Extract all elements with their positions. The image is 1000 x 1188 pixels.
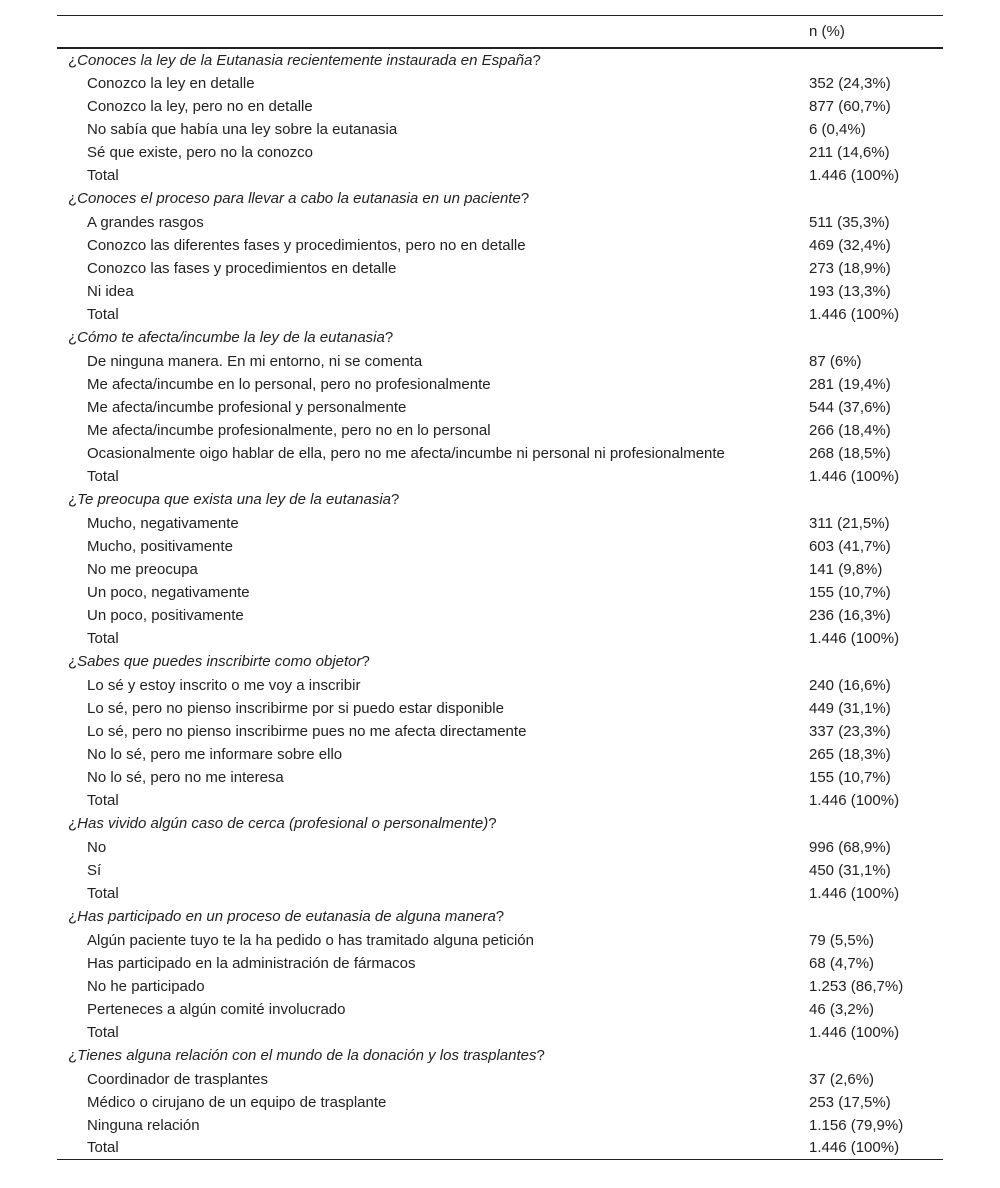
header-row <box>57 16 943 48</box>
answer-value: 469 (32,4%) <box>809 236 891 254</box>
question-text: ¿Cómo te afecta/incumbe la ley de la eutanasia? <box>68 329 394 346</box>
answer-value: 311 (21,5%) <box>809 514 890 532</box>
answer-value: 1.156 (79,9%) <box>809 1116 904 1134</box>
answer-label: A grandes rasgos <box>87 213 204 231</box>
answer-value: 253 (17,5%) <box>809 1093 891 1111</box>
answer-value: 37 (2,6%) <box>809 1070 875 1088</box>
answer-label: Conozco la ley en detalle <box>87 74 255 92</box>
answer-label: Me afecta/incumbe profesional y personalmente <box>87 398 407 416</box>
answer-row <box>57 465 943 488</box>
answer-row <box>57 535 943 558</box>
question-italic: Conoces el proceso para llevar a cabo la eutanasia en un paciente <box>77 190 521 207</box>
question-row <box>57 905 943 929</box>
answer-row <box>57 118 943 141</box>
answer-value: 449 (31,1%) <box>809 699 891 717</box>
question-text: ¿Has vivido algún caso de cerca (profesional o personalmente)? <box>68 815 497 832</box>
question-row <box>57 650 943 674</box>
answer-value: 352 (24,3%) <box>809 74 891 92</box>
answer-label: Coordinador de trasplantes <box>87 1070 268 1088</box>
answer-label: Total <box>87 1023 119 1041</box>
answer-row <box>57 766 943 789</box>
answer-value: 68 (4,7%) <box>809 954 875 972</box>
answer-value: 155 (10,7%) <box>809 583 891 601</box>
answer-row <box>57 512 943 535</box>
table-body <box>57 48 943 1160</box>
answer-value: 281 (19,4%) <box>809 375 891 393</box>
question-row <box>57 187 943 211</box>
answer-label: Lo sé, pero no pienso inscribirme por si puedo estar disponible <box>87 699 504 717</box>
answer-label: Un poco, negativamente <box>87 583 250 601</box>
answer-row <box>57 141 943 164</box>
answer-label: Mucho, negativamente <box>87 514 239 532</box>
answer-value: 1.446 (100%) <box>809 791 900 809</box>
answer-label: Médico o cirujano de un equipo de trasplante <box>87 1093 387 1111</box>
answer-label: No lo sé, pero no me interesa <box>87 768 284 786</box>
question-italic: Has vivido algún caso de cerca (profesional o personalmente) <box>77 815 489 832</box>
answer-label: Me afecta/incumbe profesionalmente, pero no en lo personal <box>87 421 491 439</box>
answer-value: 141 (9,8%) <box>809 560 883 578</box>
question-text: ¿Conoces el proceso para llevar a cabo la eutanasia en un paciente? <box>68 190 530 207</box>
answer-label: No sabía que había una ley sobre la eutanasia <box>87 120 398 138</box>
answer-label: Perteneces a algún comité involucrado <box>87 1000 346 1018</box>
question-text: ¿Conoces la ley de la Eutanasia recientemente instaurada en España? <box>68 51 541 69</box>
answer-label: Ni idea <box>87 282 134 300</box>
answer-value: 6 (0,4%) <box>809 120 866 138</box>
answer-label: Total <box>87 305 119 323</box>
answer-row <box>57 1068 943 1091</box>
answer-value: 87 (6%) <box>809 352 862 370</box>
answer-value: 511 (35,3%) <box>809 213 890 231</box>
answer-value: 1.446 (100%) <box>809 1137 943 1160</box>
answer-value: 46 (3,2%) <box>809 1000 875 1018</box>
answer-value: 996 (68,9%) <box>809 838 891 856</box>
answer-row <box>57 743 943 766</box>
question-italic: Cómo te afecta/incumbe la ley de la eutanasia <box>77 329 385 346</box>
answer-row <box>57 257 943 280</box>
answer-row <box>57 95 943 118</box>
answer-row <box>57 373 943 396</box>
answer-value: 266 (18,4%) <box>809 421 891 439</box>
answer-row <box>57 789 943 812</box>
answer-label: Un poco, positivamente <box>87 606 244 624</box>
answer-row <box>57 604 943 627</box>
answer-label: Conozco las diferentes fases y procedimientos, pero no en detalle <box>87 236 526 254</box>
answer-row <box>57 234 943 257</box>
answer-value: 240 (16,6%) <box>809 676 891 694</box>
answer-value: 155 (10,7%) <box>809 768 891 786</box>
answer-row <box>57 836 943 859</box>
answer-value: 193 (13,3%) <box>809 282 891 300</box>
answer-label: Total <box>87 467 119 485</box>
answer-row <box>57 1021 943 1044</box>
answer-row <box>57 396 943 419</box>
answer-value: 273 (18,9%) <box>809 259 891 277</box>
question-text: ¿Tienes alguna relación con el mundo de la donación y los trasplantes? <box>68 1047 545 1064</box>
answer-row <box>57 882 943 905</box>
answer-label: No he participado <box>87 977 205 995</box>
question-italic: Conoces la ley de la Eutanasia recientemente instaurada en España <box>77 51 533 69</box>
answer-value: 337 (23,3%) <box>809 722 891 740</box>
answer-value: 1.446 (100%) <box>809 467 900 485</box>
answer-row <box>57 929 943 952</box>
answer-row <box>57 280 943 303</box>
question-row <box>57 326 943 350</box>
answer-label: Sí <box>87 861 102 879</box>
answer-value: 1.253 (86,7%) <box>809 977 904 995</box>
answer-label: No lo sé, pero me informare sobre ello <box>87 745 343 763</box>
answer-row <box>57 720 943 743</box>
answer-label: Me afecta/incumbe en lo personal, pero no profesionalmente <box>87 375 491 393</box>
question-row <box>57 48 943 72</box>
answer-row <box>57 72 943 95</box>
answer-label: Lo sé, pero no pienso inscribirme pues no me afecta directamente <box>87 722 527 740</box>
survey-results-table-wrapper <box>57 15 943 1160</box>
answer-value: 268 (18,5%) <box>809 444 891 462</box>
answer-value: 236 (16,3%) <box>809 606 891 624</box>
answer-value: 1.446 (100%) <box>809 166 900 184</box>
answer-label: Sé que existe, pero no la conozco <box>87 143 313 161</box>
question-text: ¿Sabes que puedes inscribirte como objetor? <box>68 653 370 670</box>
answer-value: 1.446 (100%) <box>809 1023 900 1041</box>
answer-label: Algún paciente tuyo te la ha pedido o has tramitado alguna petición <box>87 931 534 949</box>
answer-label: De ninguna manera. En mi entorno, ni se comenta <box>87 352 423 370</box>
answer-row <box>57 627 943 650</box>
answer-row <box>57 581 943 604</box>
answer-row <box>57 164 943 187</box>
answer-row <box>57 1137 943 1160</box>
answer-row <box>57 998 943 1021</box>
answer-row <box>57 558 943 581</box>
answer-label: Ocasionalmente oigo hablar de ella, pero no me afecta/incumbe ni personal ni profesionalmente <box>87 444 725 462</box>
answer-label: No <box>87 838 107 856</box>
header-empty-cell <box>57 16 809 48</box>
question-italic: Tienes alguna relación con el mundo de la donación y los trasplantes <box>77 1047 537 1064</box>
answer-label: Lo sé y estoy inscrito o me voy a inscribir <box>87 676 361 694</box>
answer-row <box>57 1091 943 1114</box>
answer-row <box>57 975 943 998</box>
question-italic: Has participado en un proceso de eutanasia de alguna manera <box>77 908 496 925</box>
answer-row <box>57 1114 943 1137</box>
answer-row <box>57 211 943 234</box>
answer-label: Conozco las fases y procedimientos en detalle <box>87 259 397 277</box>
answer-label: Conozco la ley, pero no en detalle <box>87 97 313 115</box>
answer-row <box>57 674 943 697</box>
question-row <box>57 812 943 836</box>
answer-value: 79 (5,5%) <box>809 931 875 949</box>
answer-label: Total <box>87 791 119 809</box>
answer-label: Total <box>87 166 119 184</box>
question-row <box>57 1044 943 1068</box>
answer-value: 1.446 (100%) <box>809 884 900 902</box>
answer-label: Mucho, positivamente <box>87 537 233 555</box>
answer-label: Total <box>87 884 119 902</box>
answer-value: 450 (31,1%) <box>809 861 891 879</box>
question-text: ¿Te preocupa que exista una ley de la eutanasia? <box>68 491 400 508</box>
answer-label: Total <box>57 1137 809 1160</box>
answer-value: 1.446 (100%) <box>809 629 900 647</box>
answer-row <box>57 350 943 373</box>
answer-label: Ninguna relación <box>87 1116 200 1134</box>
answer-value: 211 (14,6%) <box>809 143 890 161</box>
answer-value: 603 (41,7%) <box>809 537 891 555</box>
answer-row <box>57 442 943 465</box>
answer-value: 265 (18,3%) <box>809 745 891 763</box>
answer-value: 877 (60,7%) <box>809 97 891 115</box>
question-italic: Te preocupa que exista una ley de la eutanasia <box>77 491 392 508</box>
header-n-percent: n (%) <box>809 16 943 48</box>
answer-row <box>57 859 943 882</box>
answer-label: Has participado en la administración de fármacos <box>87 954 416 972</box>
answer-row <box>57 419 943 442</box>
answer-row <box>57 952 943 975</box>
answer-row <box>57 303 943 326</box>
answer-row <box>57 697 943 720</box>
answer-label: Total <box>87 629 119 647</box>
question-italic: Sabes que puedes inscribirte como objetor <box>77 653 362 670</box>
question-row <box>57 488 943 512</box>
question-text: ¿Has participado en un proceso de eutanasia de alguna manera? <box>68 908 505 925</box>
answer-value: 544 (37,6%) <box>809 398 891 416</box>
answer-label: No me preocupa <box>87 560 198 578</box>
survey-results-table <box>57 15 943 1160</box>
table-header <box>57 16 943 48</box>
answer-value: 1.446 (100%) <box>809 305 900 323</box>
